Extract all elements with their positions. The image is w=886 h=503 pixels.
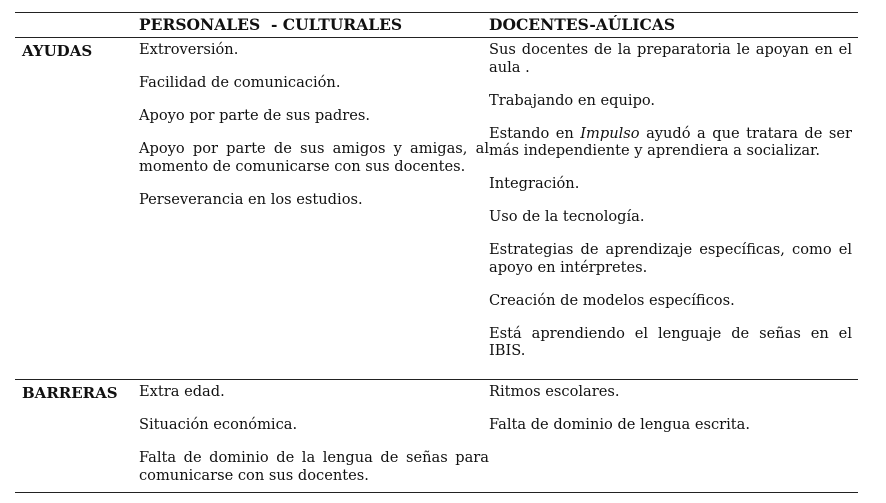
- list-item: Sus docentes de la preparatoria le apoyan en el aula .: [489, 41, 852, 76]
- header-docentes-aulicas: DOCENTES-AÚLICAS: [489, 15, 676, 34]
- row-label-ayudas: AYUDAS: [22, 42, 93, 60]
- list-item: Extra edad.: [139, 383, 225, 400]
- list-item: Facilidad de comunicación.: [139, 74, 341, 91]
- header-personales-culturales: PERSONALES - CULTURALES: [139, 15, 403, 34]
- list-item: Extroversión.: [139, 41, 239, 58]
- list-item: Trabajando en equipo.: [489, 91, 656, 109]
- ayudas-personales-cell: [139, 38, 489, 379]
- row-label-barreras: BARRERAS: [22, 384, 118, 402]
- barreras-docentes-cell: [489, 380, 858, 492]
- ayudas-docentes-cell: [489, 38, 858, 379]
- list-item: Creación de modelos específicos.: [489, 291, 735, 309]
- text-segment: ayudó a que tratara de ser más independiente y aprendiera a socializar.: [489, 124, 852, 159]
- header-row: [15, 13, 858, 37]
- list-item: Ritmos escolares.: [489, 383, 620, 400]
- row-ayudas: [15, 38, 858, 379]
- list-item: Integración.: [489, 175, 580, 192]
- comparison-table: [15, 12, 858, 493]
- list-item: Está aprendiendo el lenguaje de señas en el IBIS.: [489, 324, 852, 359]
- row-barreras: [15, 380, 858, 492]
- list-item: Estrategias de aprendizaje específicas, como el apoyo en intérpretes.: [489, 241, 852, 276]
- list-item: Perseverancia en los estudios.: [139, 190, 363, 208]
- list-item: Apoyo por parte de sus amigos y amigas, al momento de comunicarse con sus docentes.: [139, 140, 489, 175]
- list-item: Falta de dominio de lengua escrita.: [489, 416, 750, 433]
- list-item: Uso de la tecnología.: [489, 208, 645, 225]
- list-item: Apoyo por parte de sus padres.: [139, 107, 370, 124]
- text-segment: Estando en: [489, 124, 581, 142]
- list-item: Situación económica.: [139, 416, 298, 433]
- list-item: [489, 125, 852, 160]
- header-empty: [15, 13, 139, 37]
- list-item: Falta de dominio de la lengua de señas para comunicarse con sus docentes.: [139, 449, 489, 484]
- barreras-personales-cell: [139, 380, 489, 492]
- bottom-rule: [15, 492, 858, 493]
- italic-program-name: Impulso: [580, 124, 640, 142]
